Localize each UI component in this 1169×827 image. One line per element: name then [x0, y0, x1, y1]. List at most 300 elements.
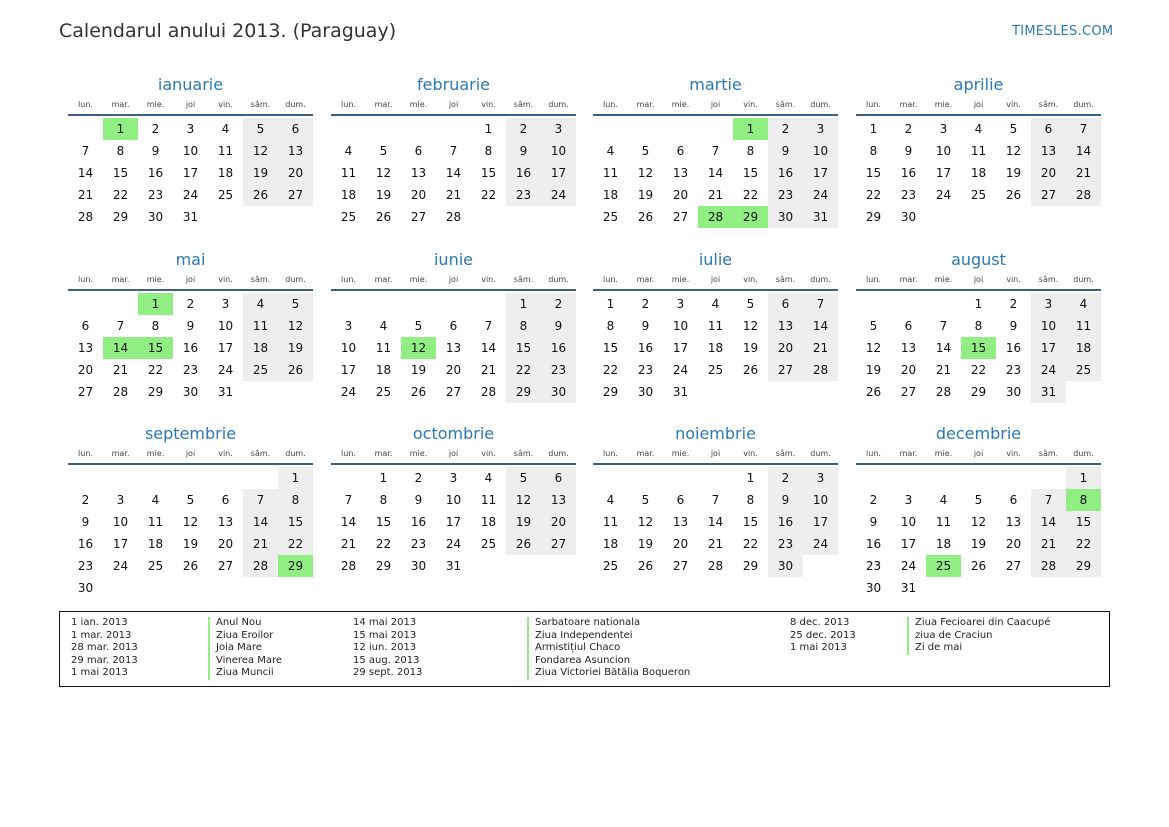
day-cell: 23	[147, 188, 164, 202]
weekday-header	[331, 272, 576, 288]
day-cell: 30	[768, 555, 803, 577]
day-cell: 10	[900, 515, 917, 529]
weekday-label: sâm.	[775, 449, 796, 458]
week-row	[593, 489, 838, 511]
weekday-label: dum.	[548, 449, 569, 458]
day-cell: 28	[1031, 555, 1066, 577]
day-cell: 17	[803, 511, 838, 533]
weekday-label: dum.	[1073, 275, 1094, 284]
day-cell: 25	[375, 385, 392, 399]
day-cell: 20	[1005, 537, 1022, 551]
empty-cell	[138, 467, 173, 489]
day-cell: 15	[742, 166, 759, 180]
weekday-label: mar.	[374, 449, 393, 458]
legend-date: 15 aug. 2013	[353, 654, 420, 666]
empty-cell	[243, 577, 278, 599]
day-cell: 21	[340, 537, 357, 551]
day-cell: 13	[672, 166, 689, 180]
day-cell: 4	[484, 471, 493, 485]
weekday-header	[331, 97, 576, 113]
day-cell: 28	[340, 559, 357, 573]
day-cell: 16	[900, 166, 917, 180]
day-cell: 2	[768, 467, 803, 489]
month-februarie	[331, 74, 576, 228]
month-decembrie	[856, 423, 1101, 599]
day-cell: 5	[746, 297, 755, 311]
day-cell: 19	[637, 537, 654, 551]
day-cell: 2	[506, 118, 541, 140]
day-cell: 7	[939, 319, 948, 333]
weekday-label: dum.	[1073, 449, 1094, 458]
day-cell: 8	[746, 493, 755, 507]
empty-cell	[891, 293, 926, 315]
day-cell: 18	[970, 166, 987, 180]
day-cell: 20	[278, 162, 313, 184]
day-cell: 22	[480, 188, 497, 202]
weekday-label: vin.	[481, 100, 496, 109]
day-cell: 17	[803, 162, 838, 184]
day-cell: 3	[221, 297, 230, 311]
day-cell: 6	[676, 144, 685, 158]
day-cell: 7	[803, 293, 838, 315]
week-row	[856, 206, 1101, 228]
day-cell: 28	[480, 385, 497, 399]
day-cell: 9	[151, 144, 160, 158]
weekday-header	[856, 97, 1101, 113]
day-cell: 23	[1005, 363, 1022, 377]
holiday-cell: 1	[138, 293, 173, 315]
month-name: ianuarie	[157, 75, 224, 94]
day-cell: 30	[900, 210, 917, 224]
day-cell: 20	[541, 511, 576, 533]
day-cell: 4	[1066, 293, 1101, 315]
holiday-cell: 1	[733, 118, 768, 140]
day-cell: 7	[81, 144, 90, 158]
day-cell: 9	[904, 144, 913, 158]
day-cell: 20	[672, 537, 689, 551]
weekday-label: vin.	[218, 449, 233, 458]
empty-cell	[663, 467, 698, 489]
weekday-label: vin.	[1006, 449, 1021, 458]
day-cell: 20	[410, 188, 427, 202]
day-cell: 13	[410, 166, 427, 180]
day-cell: 23	[77, 559, 94, 573]
empty-cell	[471, 206, 506, 228]
day-cell: 3	[939, 122, 948, 136]
legend-holiday-name: Ziua Victoriei Bătălia Boqueron	[527, 667, 690, 680]
day-cell: 8	[484, 144, 493, 158]
weekday-label: lun.	[341, 449, 356, 458]
weekday-label: mie.	[671, 100, 690, 109]
day-cell: 24	[182, 188, 199, 202]
legend-date: 14 mai 2013	[353, 617, 417, 628]
day-cell: 4	[606, 493, 615, 507]
day-cell: 18	[1066, 337, 1101, 359]
empty-cell	[103, 293, 138, 315]
month-august	[856, 249, 1101, 403]
week-row	[856, 533, 1101, 555]
weekday-label: vin.	[1006, 275, 1021, 284]
weekday-header	[331, 446, 576, 462]
day-cell: 10	[445, 493, 462, 507]
week-row	[856, 511, 1101, 533]
weekday-label: joi	[710, 275, 721, 284]
day-cell: 1	[506, 293, 541, 315]
day-cell: 24	[803, 184, 838, 206]
legend-date: 1 mar. 2013	[71, 629, 132, 641]
day-cell: 10	[1031, 315, 1066, 337]
day-cell: 6	[904, 319, 913, 333]
week-row	[68, 533, 313, 555]
site-link[interactable]: TIMESLES.COM	[1012, 24, 1114, 39]
week-row	[68, 118, 313, 140]
week-row	[593, 359, 838, 381]
day-cell: 21	[803, 337, 838, 359]
day-cell: 30	[865, 581, 882, 595]
day-cell: 26	[375, 210, 392, 224]
page-title: Calendarul anului 2013. (Paraguay)	[59, 20, 397, 42]
day-cell: 8	[974, 319, 983, 333]
week-row	[331, 162, 576, 184]
weekday-label: sâm.	[775, 100, 796, 109]
week-row	[68, 315, 313, 337]
day-cell: 2	[1009, 297, 1018, 311]
legend-holiday-name: Ziua Eroilor	[208, 630, 282, 643]
empty-cell	[541, 555, 576, 577]
weekday-label: dum.	[1073, 100, 1094, 109]
week-row	[68, 337, 313, 359]
day-cell: 12	[865, 341, 882, 355]
day-cell: 27	[672, 559, 689, 573]
day-cell: 1	[869, 122, 878, 136]
day-cell: 5	[974, 493, 983, 507]
week-row	[331, 533, 576, 555]
day-cell: 27	[1005, 559, 1022, 573]
day-cell: 10	[803, 140, 838, 162]
day-cell: 15	[742, 515, 759, 529]
day-cell: 14	[445, 166, 462, 180]
day-cell: 29	[865, 210, 882, 224]
day-cell: 28	[243, 555, 278, 577]
month-name: august	[951, 250, 1006, 269]
day-cell: 24	[672, 363, 689, 377]
empty-cell	[593, 467, 628, 489]
week-row	[593, 206, 838, 228]
day-cell: 7	[711, 493, 720, 507]
day-cell: 10	[340, 341, 357, 355]
weekday-label: lun.	[866, 275, 881, 284]
weekday-label: dum.	[548, 100, 569, 109]
day-cell: 27	[410, 210, 427, 224]
day-cell: 20	[672, 188, 689, 202]
day-cell: 17	[672, 341, 689, 355]
day-cell: 4	[606, 144, 615, 158]
legend-dates-col3	[790, 617, 856, 655]
week-row	[593, 381, 838, 403]
day-cell: 5	[1009, 122, 1018, 136]
week-row	[68, 359, 313, 381]
day-cell: 9	[541, 315, 576, 337]
empty-cell	[471, 293, 506, 315]
weekday-label: lun.	[78, 275, 93, 284]
weekday-label: dum.	[810, 449, 831, 458]
weekday-header	[593, 446, 838, 462]
week-row	[593, 184, 838, 206]
day-cell: 13	[768, 315, 803, 337]
weekday-label: sâm.	[513, 449, 534, 458]
empty-cell	[278, 381, 313, 403]
day-cell: 6	[449, 319, 458, 333]
weekday-label: dum.	[548, 275, 569, 284]
empty-cell	[173, 467, 208, 489]
day-cell: 26	[970, 559, 987, 573]
day-cell: 22	[278, 533, 313, 555]
weekday-label: joi	[973, 100, 984, 109]
holiday-cell: 15	[138, 337, 173, 359]
day-cell: 6	[1009, 493, 1018, 507]
day-cell: 22	[112, 188, 129, 202]
day-cell: 27	[1031, 184, 1066, 206]
empty-cell	[208, 206, 243, 228]
day-cell: 14	[243, 511, 278, 533]
day-cell: 24	[541, 184, 576, 206]
day-cell: 9	[641, 319, 650, 333]
empty-cell	[436, 118, 471, 140]
legend-date: 1 mai 2013	[71, 667, 128, 679]
day-cell: 2	[414, 471, 423, 485]
day-cell: 18	[602, 537, 619, 551]
day-cell: 23	[768, 533, 803, 555]
week-row	[68, 489, 313, 511]
day-cell: 17	[340, 363, 357, 377]
empty-cell	[926, 293, 961, 315]
legend-holiday-name: Joia Mare	[208, 642, 282, 655]
day-cell: 25	[243, 359, 278, 381]
empty-cell	[698, 467, 733, 489]
weekday-label: mie.	[934, 100, 953, 109]
empty-cell	[366, 118, 401, 140]
weekday-label: mie.	[934, 449, 953, 458]
day-cell: 13	[77, 341, 94, 355]
day-cell: 20	[768, 337, 803, 359]
day-cell: 14	[803, 315, 838, 337]
day-cell: 21	[1066, 162, 1101, 184]
day-cell: 12	[1005, 144, 1022, 158]
day-cell: 3	[904, 493, 913, 507]
day-cell: 19	[182, 537, 199, 551]
day-cell: 1	[606, 297, 615, 311]
weekday-label: sâm.	[513, 275, 534, 284]
weekday-label: mie.	[146, 100, 165, 109]
day-cell: 2	[641, 297, 650, 311]
day-cell: 12	[243, 140, 278, 162]
weekday-label: vin.	[218, 275, 233, 284]
holiday-cell: 29	[733, 206, 768, 228]
day-cell: 12	[742, 319, 759, 333]
weekday-label: joi	[710, 100, 721, 109]
week-row	[331, 467, 576, 489]
day-cell: 11	[480, 493, 497, 507]
week-row	[593, 162, 838, 184]
weekday-label: sâm.	[250, 100, 271, 109]
day-cell: 27	[672, 210, 689, 224]
legend-holiday-name: Zi de mai	[907, 642, 1050, 655]
day-cell: 12	[375, 166, 392, 180]
empty-cell	[541, 206, 576, 228]
week-row	[68, 381, 313, 403]
day-cell: 7	[484, 319, 493, 333]
day-cell: 25	[1066, 359, 1101, 381]
day-cell: 20	[900, 363, 917, 377]
day-cell: 6	[768, 293, 803, 315]
day-cell: 13	[278, 140, 313, 162]
day-cell: 22	[1066, 533, 1101, 555]
day-cell: 24	[803, 533, 838, 555]
day-cell: 8	[379, 493, 388, 507]
day-cell: 8	[116, 144, 125, 158]
day-cell: 1	[278, 467, 313, 489]
day-cell: 18	[340, 188, 357, 202]
day-cell: 1	[379, 471, 388, 485]
header-divider	[331, 114, 576, 116]
day-cell: 29	[742, 559, 759, 573]
day-cell: 27	[900, 385, 917, 399]
day-cell: 27	[77, 385, 94, 399]
legend-holiday-name: Ziua Muncii	[208, 667, 282, 680]
weekday-label: sâm.	[1038, 100, 1059, 109]
day-cell: 11	[707, 319, 724, 333]
day-cell: 31	[900, 581, 917, 595]
header-divider	[331, 463, 576, 465]
weekday-header	[593, 97, 838, 113]
month-iulie	[593, 249, 838, 403]
empty-cell	[961, 577, 996, 599]
legend-holiday-name: Anul Nou	[208, 617, 282, 630]
holiday-cell: 25	[926, 555, 961, 577]
day-cell: 11	[340, 166, 357, 180]
day-cell: 28	[1066, 184, 1101, 206]
week-row	[856, 489, 1101, 511]
week-row	[68, 162, 313, 184]
day-cell: 17	[445, 515, 462, 529]
month-name: februarie	[416, 75, 491, 94]
day-cell: 4	[711, 297, 720, 311]
week-row	[593, 315, 838, 337]
empty-cell	[366, 293, 401, 315]
header-divider	[593, 114, 838, 116]
week-row	[331, 206, 576, 228]
day-cell: 13	[1031, 140, 1066, 162]
day-cell: 15	[865, 166, 882, 180]
day-cell: 18	[602, 188, 619, 202]
day-cell: 28	[445, 210, 462, 224]
empty-cell	[733, 381, 768, 403]
day-cell: 21	[707, 537, 724, 551]
day-cell: 3	[803, 118, 838, 140]
day-cell: 2	[81, 493, 90, 507]
day-cell: 4	[221, 122, 230, 136]
day-cell: 31	[217, 385, 234, 399]
week-row	[331, 184, 576, 206]
day-cell: 19	[637, 188, 654, 202]
empty-cell	[506, 206, 541, 228]
empty-cell	[331, 293, 366, 315]
day-cell: 25	[707, 363, 724, 377]
day-cell: 4	[939, 493, 948, 507]
day-cell: 14	[340, 515, 357, 529]
day-cell: 13	[900, 341, 917, 355]
day-cell: 16	[768, 511, 803, 533]
empty-cell	[506, 555, 541, 577]
legend-date: 29 mar. 2013	[71, 654, 138, 666]
header-divider	[856, 114, 1101, 116]
day-cell: 12	[637, 166, 654, 180]
day-cell: 2	[186, 297, 195, 311]
day-cell: 21	[243, 533, 278, 555]
day-cell: 20	[77, 363, 94, 377]
month-name: septembrie	[144, 424, 237, 443]
empty-cell	[401, 293, 436, 315]
week-row	[331, 381, 576, 403]
day-cell: 11	[243, 315, 278, 337]
empty-cell	[208, 577, 243, 599]
day-cell: 19	[1005, 166, 1022, 180]
day-cell: 29	[506, 381, 541, 403]
weekday-label: sâm.	[775, 275, 796, 284]
day-cell: 16	[541, 337, 576, 359]
day-cell: 31	[182, 210, 199, 224]
day-cell: 7	[116, 319, 125, 333]
day-cell: 11	[970, 144, 987, 158]
day-cell: 28	[935, 385, 952, 399]
day-cell: 5	[243, 118, 278, 140]
weekday-label: vin.	[743, 100, 758, 109]
holiday-cell: 29	[278, 555, 313, 577]
day-cell: 29	[112, 210, 129, 224]
day-cell: 12	[970, 515, 987, 529]
day-cell: 22	[970, 363, 987, 377]
empty-cell	[926, 467, 961, 489]
day-cell: 19	[506, 511, 541, 533]
day-cell: 2	[151, 122, 160, 136]
empty-cell	[996, 206, 1031, 228]
week-row	[856, 577, 1101, 599]
day-cell: 27	[278, 184, 313, 206]
holiday-legend	[59, 611, 1110, 687]
day-cell: 12	[637, 515, 654, 529]
day-cell: 3	[116, 493, 125, 507]
day-cell: 22	[742, 537, 759, 551]
header-divider	[68, 463, 313, 465]
day-cell: 21	[112, 363, 129, 377]
empty-cell	[331, 467, 366, 489]
day-cell: 13	[672, 515, 689, 529]
empty-cell	[996, 577, 1031, 599]
day-cell: 7	[344, 493, 353, 507]
empty-cell	[698, 118, 733, 140]
day-cell: 3	[186, 122, 195, 136]
empty-cell	[103, 467, 138, 489]
day-cell: 12	[182, 515, 199, 529]
day-cell: 8	[506, 315, 541, 337]
week-row	[856, 315, 1101, 337]
legend-names-col3	[907, 617, 1050, 655]
day-cell: 2	[541, 293, 576, 315]
day-cell: 23	[506, 184, 541, 206]
day-cell: 5	[506, 467, 541, 489]
weekday-label: mar.	[899, 275, 918, 284]
day-cell: 11	[602, 166, 619, 180]
